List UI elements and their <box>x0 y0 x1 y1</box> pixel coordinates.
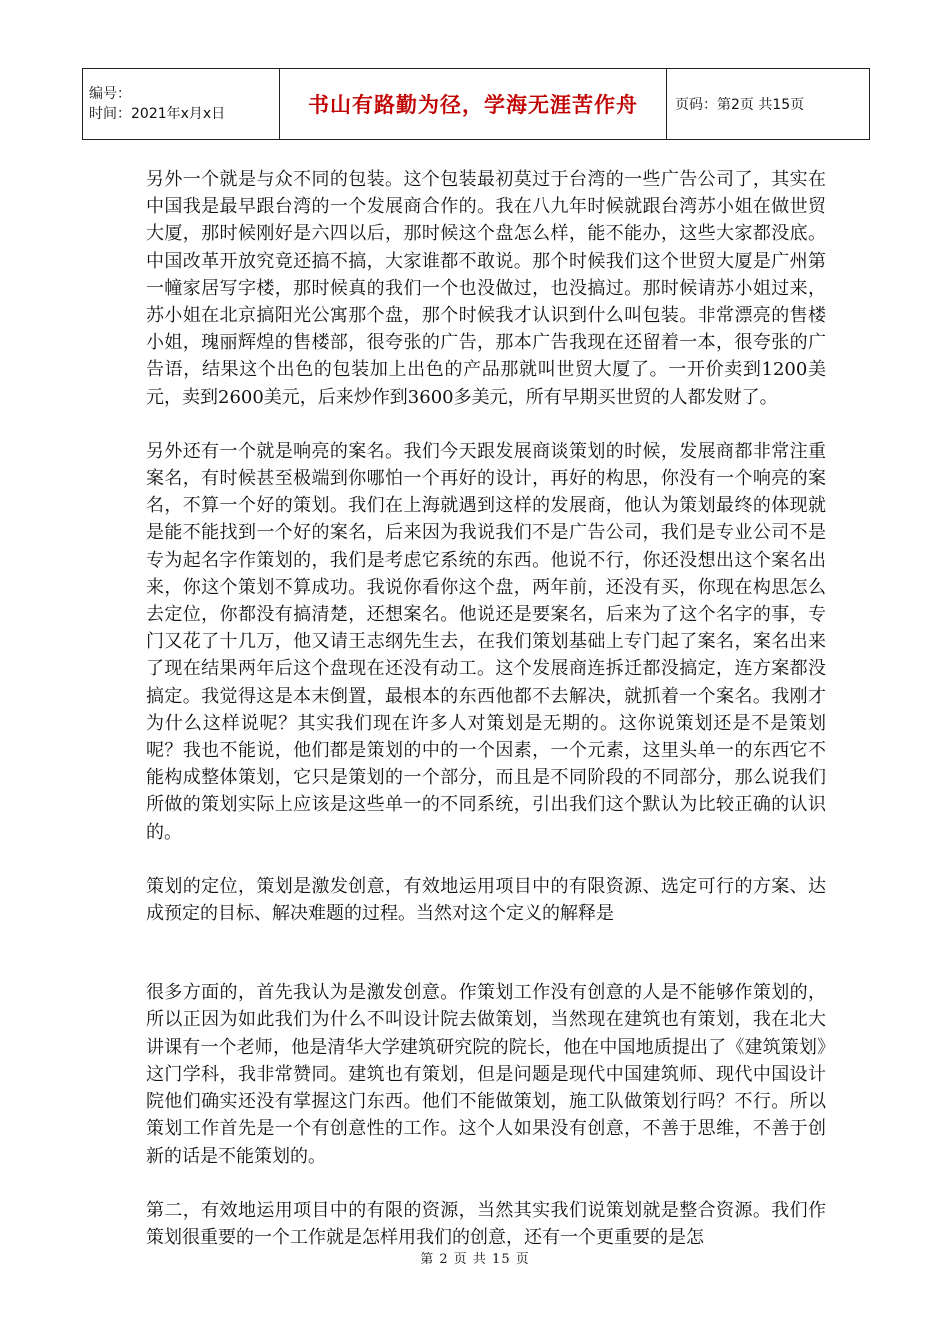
document-header <box>82 68 870 140</box>
paragraph-planning-definition: 策划的定位，策划是激发创意，有效地运用项目中的有限资源、选定可行的方案、达成预定的目标、解决难题的过程。当然对这个定义的解释是 <box>146 875 826 925</box>
document-body <box>146 166 826 1251</box>
document-date: 时间：2021年x月x日 <box>89 106 226 122</box>
header-page-info: 页码：第2页 共15页 <box>667 69 870 140</box>
document-number-label: 编号： <box>89 86 131 102</box>
header-motto: 书山有路勤为径，学海无涯苦作舟 <box>280 69 667 140</box>
paragraph-project-name: 另外还有一个就是响亮的案名。我们今天跟发展商谈策划的时候，发展商都非常注重案名，有时候甚至极端到你哪怕一个再好的设计，再好的构思，你没有一个响亮的案名，不算一个好的策划。我们在上海就遇到这样的发展商，他认为策划最终的体现就是能不能找到一个好的案名，后来因为我说我们不是广告公司，我们是专业公司不是专为起名字作策划的，我们是考虑它系统的东西。他说不行，你还没想出这个案名出来，你这个策划不算成功。我说你看你这个盘，两年前，还没有买，你现在构思怎么去定位，你都没有搞清楚，还想案名。他说还是要案名，后来为了这个名字的事，专门又花了十几万，他又请王志纲先生去，在我们策划基础上专门起了案名，案名出来了现在结果两年后这个盘现在还没有动工。这个发展商连拆迁都没搞定，连方案都没搞定。我觉得这是本末倒置，最根本的东西他都不去解决，就抓着一个案名。我刚才为什么这样说呢？其实我们现在许多人对策划是无期的。这你说策划还是不是策划呢？我也不能说，他们都是策划的中的一个因素，一个元素，这里头单一的东西它不能构成整体策划，它只是策划的一个部分，而且是不同阶段的不同部分，那么说我们所做的策划实际上应该是这些单一的不同系统，引出我们这个默认为比较正确的认识的。 <box>146 440 826 843</box>
paragraph-resources: 第二，有效地运用项目中的有限的资源，当然其实我们说策划就是整合资源。我们作策划很重要的一个工作就是怎样用我们的创意，还有一个更重要的是怎 <box>146 1199 826 1248</box>
paragraph-packaging: 另外一个就是与众不同的包装。这个包装最初莫过于台湾的一些广告公司了，其实在中国我是最早跟台湾的一个发展商合作的。我在八九年时候就跟台湾苏小姐在做世贸大厦，那时候刚好是六四以后，那时候这个盘怎么样，能不能办，这些大家都没底。中国改革开放究竟还搞不搞，大家谁都不敢说。那个时候我们这个世贸大厦是广州第一幢家居写字楼，那时候真的我们一个也没做过，也没搞过。那时候请苏小姐过来，苏小姐在北京搞阳光公寓那个盘，那个时候我才认识到什么叫包装。非常漂亮的售楼小姐，瑰丽辉煌的售楼部，很夸张的广告，那本广告我现在还留着一本，很夸张的广告语，结果这个出色的包装加上出色的产品那就叫世贸大厦了。一开价卖到1200美元，卖到2600美元，后来炒作到3600多美元，所有早期买世贸的人都发财了。 <box>146 169 826 408</box>
paragraph-creativity: 很多方面的，首先我认为是激发创意。作策划工作没有创意的人是不能够作策划的，所以正因为如此我们为什么不叫设计院去做策划，当然现在建筑也有策划，我在北大讲课有一个老师，他是清华大学建筑研究院的院长，他在中国地质提出了《建筑策划》这门学科，我非常赞同。建筑也有策划，但是问题是现代中国建筑师、现代中国设计院他们确实还没有掌握这门东西。他们不能做策划，施工队做策划行吗？不行。所以策划工作首先是一个有创意性的工作。这个人如果没有创意，不善于思维，不善于创新的话是不能策划的。 <box>146 982 826 1167</box>
header-meta-cell <box>83 69 280 140</box>
page-footer: 第 2 页 共 15 页 <box>420 1252 530 1267</box>
